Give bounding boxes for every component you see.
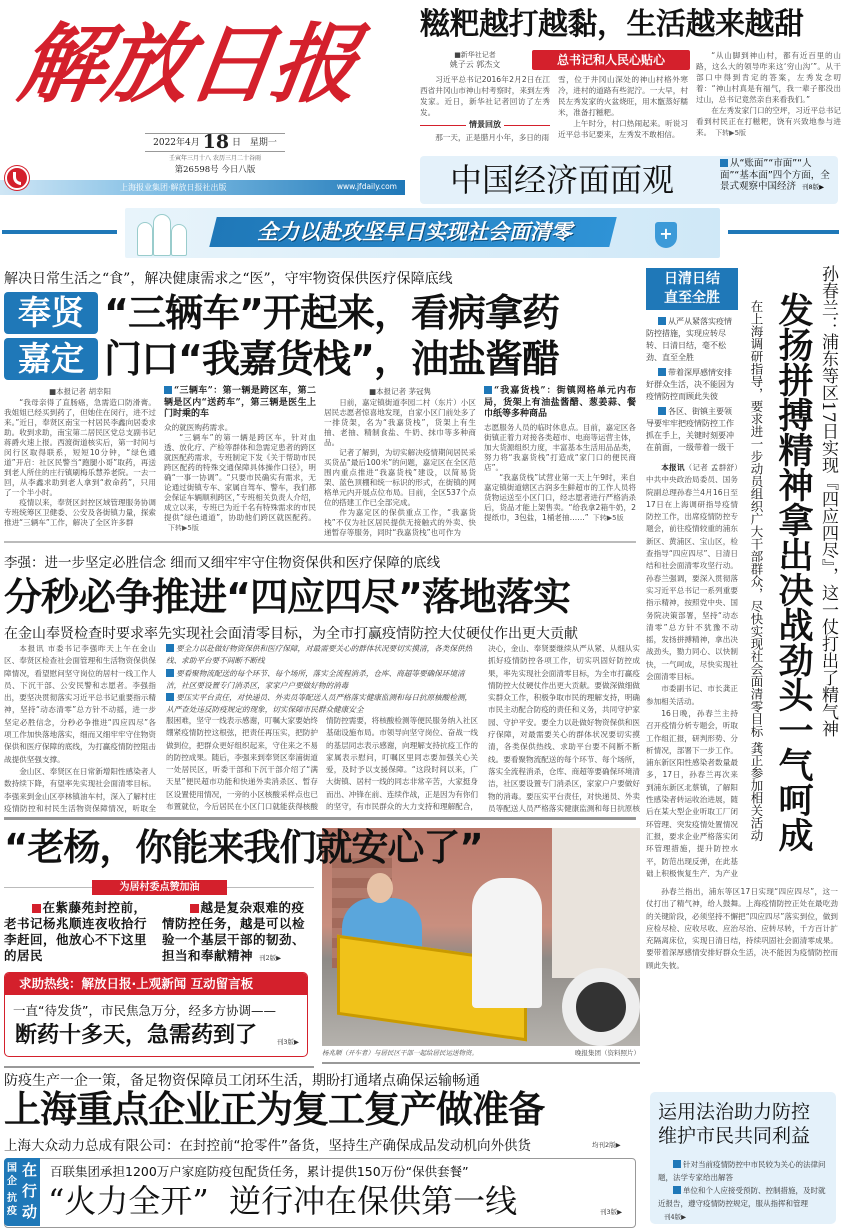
paragraph: 记者了解到，为切实解决疫情期间居民采买货品“最后100米”的问题，嘉定区在全区范围内重点推进“我嘉货栈”建设，以简易货架、蓝色顶棚和统一标识的形式，在街镇的网格单元内开展点位布局。目前，全区537个点位的搭建工作已全部完成。 xyxy=(324,448,476,507)
paragraph: 孙春兰指出，浦东等区17日实现“四应四尽”，这一仗打出了精气神，给人鼓舞。上海疫情防控正处在最吃劲的关键阶段，必须坚持不懈把“四应四尽”落实到位，做到应检尽检、应收尽收、应治尽治、应转尽转，千方百计扩充隔离床位，实现日清日结，持续巩固社会面清零成果。要带着深厚感情安排好群众生活，决不能因为疫情防控而顾此失彼。 xyxy=(646,887,838,970)
law-title-line: 维护市民共同利益 xyxy=(658,1125,811,1147)
divider xyxy=(4,541,636,543)
law-title-line: 运用法治助力防控 xyxy=(658,1101,811,1123)
tag-text: 国企 xyxy=(7,1163,17,1187)
paragraph: 志愿服务人员的临时休息点。目前，嘉定区各街镇正着力对接各类超市、电商等运营主体，加大货源组织力度，丰富基本生活用品品类，努力将“我嘉货栈”打造成“家门口的便民商店”。 xyxy=(484,422,636,472)
story3-point2 xyxy=(162,900,312,966)
hotline-box[interactable] xyxy=(4,972,308,1057)
story4-headline[interactable]: 上海重点企业正为复工复产做准备 xyxy=(4,1088,544,1131)
bullet-icon xyxy=(658,317,666,325)
community-banner-text: 为居村委点赞加油 xyxy=(92,880,227,895)
law-title xyxy=(658,1100,810,1148)
box-line: 日清日结 xyxy=(664,271,720,287)
bullet-icon xyxy=(164,386,172,394)
date-suffix: 日 xyxy=(231,138,241,148)
continue-link[interactable]: 刊3版▶ xyxy=(276,1038,299,1046)
lunar-date: 壬寅年三月十八 农历三月二十谷雨 xyxy=(169,155,261,162)
point-text: 在紫藤苑封控前，老书记杨兆顺连夜收拾行李赶回，他放心不下这里的居民 xyxy=(4,900,148,963)
right-headline[interactable]: 发扬拼搏精神拿出决战劲头一气呵成 xyxy=(773,292,813,852)
date-day: 18 xyxy=(202,131,230,153)
paragraph: 金山区、奉贤区在日常新增阳性感染者人数持续下降，有望率先实现社会面清零目标。李强来到金山区亭林镇油车村，深入了解村庄疫情防控和村民生活物资保障情况，听取全 xyxy=(4,766,156,813)
economy-box[interactable] xyxy=(420,156,838,204)
bullet-icon xyxy=(658,407,666,415)
story5-headline[interactable]: “火力全开” 逆行冲在保供第一线 xyxy=(48,1182,518,1220)
caption-text: 杨兆顺（开车者）与居民区干部一起给居民运送物资。 xyxy=(322,1049,478,1057)
story-li-qiang xyxy=(0,545,640,815)
story2-headline[interactable]: 分秒必争推进“四应四尽”落地落实 xyxy=(4,575,570,619)
bullet-icon xyxy=(673,1160,681,1168)
paragraph: 16日晚，孙春兰主持召开疫情分析专题会，听取工作组汇报，研判形势、分析情况，部署下一步工作。浦东新区阳性感染者数量最多，17日，孙春兰再次来到浦东新区北蔡镇，了解阳性感染者转运收治进展，随后在某大型企业听取工厂闭环管理、突发疫情处置情况汇报，要求企业严格落实闭环管理措施，提升防控水平，防范出现反弹，在此基础上积极恢复生产，为产业 xyxy=(646,708,738,877)
hotline-headline: 断药十多天，急需药到了 xyxy=(15,1022,258,1048)
bullet-icon xyxy=(673,1186,681,1194)
leader-banner-text: 总书记和人民心贴心 xyxy=(556,53,665,67)
bullet-icon xyxy=(658,368,666,376)
paragraph: 情防控需要，将核酸检测等便民服务纳入社区基础设施布局。市领导向坚守岗位、奋战一线的基层同志表示感谢，向理解支持抗疫工作的家属表示慰问，叮嘱区里同志要加强关心关爱，及时予以支援保障。“这段时间以来，广大街镇、居村一线的同志非常辛苦，大家挺身而出、冲锋在前、连续作战，正是因为有你们的坚守，有市民群众的大力支持和理解配合， xyxy=(326,716,478,812)
right-body-top xyxy=(646,462,738,877)
continue-link[interactable]: 刊2版▶ xyxy=(259,954,282,962)
leader-banner xyxy=(532,50,690,70)
paragraph: （记者 孟群舒）中共中央政治局委员、国务院副总理孙春兰4月16日至17日在上海调研指导疫情防控工作，出席疫情防控专题会，前往疫情较重的浦东新区、黄浦区、宝山区，检查指导“四应四尽”、日清日结和社会面清零攻坚行动。孙春兰强调，要深入贯彻落实习近平总书记一系列重要指示精神，按照党中央、国务院决策部署，坚持“动态清零”总方针不犹豫不动摇，发扬拼搏精神，拿出决战劲头，勠力同心、以快制快，一气呵成，尽快实现社会面清零目标。 xyxy=(646,463,738,682)
paragraph: “我母亲得了直肠癌，急需造口防滑膏。我姐姐已经买到药了，但她住在闵行，进不过来。”近日，奉贤区南宝一村居民李鑫向居委求助。收到求助，南宝第二居民区党总支副书记蒋爵火速上报。西渡街道核实后，第一时间与闵行区取得联系，短短10分钟，“绿色通道”开启：社区民警当“跑腿小哥”取药，再送到老人所住的庄行镇刷梅乐慧养老院。一去一回，从李鑫求助到老人拿到“救命药”，只用了一个半小时。 xyxy=(4,398,157,497)
hotline-kicker: 一直“待发货”，市民焦急万分，经多方协调—— xyxy=(13,1003,276,1018)
story2-point: 要全力以赴做好物资保供和医疗保障，对最需要关心的群体状况要切实摸清，各类保供热线、求助平台要不间断不断线 xyxy=(166,644,473,666)
top-col3b-paragraph xyxy=(696,105,841,139)
shield-icon: + xyxy=(655,222,677,248)
district-tag-fengxian: 奉贤 xyxy=(4,292,98,334)
masthead xyxy=(0,0,410,200)
soe-tag xyxy=(4,1158,40,1226)
paragraph: 本报讯 市委书记李强昨天上午在金山区、奉贤区检查社会面管理和生活物资保供保障情况，看望慰问坚守岗位的居村一线工作人员、下沉干部、公安民警和志愿者。李强指出，要坚决贯彻落实习近平总书记重要指示精神，坚持“动态清零”总方针不动摇，进一步坚定必胜信念，分秒必争推进“四应四尽”各项工作加快落地落实，细而又细牢牢守住物资保供和医疗保障的底线，为打赢疫情防控阻击战提供坚强支撑。 xyxy=(4,644,156,764)
right-point: 从严从紧落实疫情防控措施，实现应转尽转、日清日结，毫不松劲、直至全胜 xyxy=(646,317,732,362)
byline: ■本报记者 茅冠隽 xyxy=(369,387,431,396)
campaign-banner-text: 全力以赴攻坚早日实现社会面清零 xyxy=(257,220,572,244)
photo-caption xyxy=(322,1048,640,1057)
newspaper-emblem-icon xyxy=(5,166,29,190)
story2-point: 要压实平台责任，对快递员、外卖员等配送人员严格落实健康监测和每日抗原核酸检测，从严查处违反防疫规定的现象，切实保障市民群众健康安全 xyxy=(166,693,473,715)
byline: ■本报记者 胡幸阳 xyxy=(49,387,111,396)
byline-names: 姚子云 郭杰文 xyxy=(449,60,501,69)
story2-kicker: 李强：进一步坚定必胜信念 细而又细牢牢守住物资保供和医疗保障的底线 xyxy=(4,555,441,571)
top-headline[interactable]: 糍粑越打越黏，生活越来越甜 xyxy=(420,7,804,42)
story2-point: 要看聚物流配送的每个环节、每个场所，落实全流程消杀，仓库、商超等要确保环境清洁，社区要设置专门消杀区，家家户户要做好物的消毒 xyxy=(166,668,465,690)
divider xyxy=(4,1066,314,1068)
economy-more[interactable]: 刊8版▶ xyxy=(802,183,825,191)
paragraph-text: “我嘉货栈”试营业第一天上午9时，来自嘉定镇街道辖区古润多生鲜超市的工作人员将货物运送至小区门口，经志愿者进行严格消杀后，货品才能上架售卖。“给我拿2箱牛奶，2提纸巾，3包盐，1桶老抽……” xyxy=(484,472,636,522)
right-body-bottom xyxy=(646,886,838,1082)
economy-title: 中国经济面面观 xyxy=(450,161,675,199)
community-banner xyxy=(4,880,314,894)
byline-label: ■新华社记者 xyxy=(454,51,496,59)
photo-credit: 晚报集团（资料照片） xyxy=(575,1049,640,1057)
story-fengxian-jiading xyxy=(0,264,640,540)
top-col3: “从山脚到神山村，都有近百里的山路，这么大的领导咋来这‘穷山沟’”。从干部口中得到肯定的答案，左秀发念叨着：“神山村真是有福气，我一辈子都没出过山，总书记竟然亲自来看我们。” xyxy=(696,51,841,104)
website-link[interactable]: www.jfdaily.com xyxy=(336,182,397,191)
continue-link[interactable]: 刊4版▶ xyxy=(664,1213,687,1221)
story1-headline2[interactable]: 门口“我嘉货栈”，油盐酱醋 xyxy=(104,337,559,381)
story4-subhead: 上海大众动力总成有限公司：在封控前“抢零件”备货，坚持生产确保成品发动机向外供货 xyxy=(4,1138,531,1154)
publisher: 上海报业集团·解放日报社出版 xyxy=(120,183,227,192)
point-text: 越是复杂艰难的疫情防控任务，越是可以检验一个基层干部的韧劲、担当和奉献精神 xyxy=(162,900,306,963)
paragraph xyxy=(164,433,316,533)
story1-lead: “我嘉货栈”：街镇网格单元内布局，货架上有油盐酱醋、葱姜蒜、餐巾纸等多种商品 xyxy=(484,386,636,419)
top-col1b: 那一天，正是腊月小年，多日的雨 xyxy=(435,133,550,142)
paragraph xyxy=(484,473,636,523)
continue-link[interactable]: 下转▶5版 xyxy=(168,523,199,532)
tag-text: 行 xyxy=(22,1182,38,1200)
campaign-banner xyxy=(0,208,841,258)
continue-link[interactable]: 刊3版▶ xyxy=(600,1208,623,1216)
dateline: 本报讯 xyxy=(661,463,685,472)
paragraph: 日前，嘉定镇街道李园二村（东片）小区居民志愿者惊喜地发现，自家小区门前处多了一排货架，名为“我嘉货栈”，货架上有生抽、老抽、精制食盐、牛奶、抹巾等多种商品。 xyxy=(324,398,476,447)
continue-link[interactable]: 下转▶5版 xyxy=(715,129,747,137)
date-year-month: 2022年4月 xyxy=(153,138,200,148)
publisher-bar xyxy=(0,180,405,195)
bullet-icon xyxy=(166,669,174,677)
issue-number: 第26598号 今日八版 xyxy=(174,165,256,175)
top-col2: 雪，位于井冈山深处的神山村格外寒冷，进村的道路有些泥泞。一大早，村民左秀发家的火盆烧旺，用木甑蒸好糯米，准备打糍粑。 xyxy=(558,75,688,117)
masthead-logo: 解放日报 xyxy=(12,14,364,115)
story4-kicker: 防疫生产一企一策，备足物资保障员工闭环生活，期盼打通堵点确保运输畅通 xyxy=(4,1073,480,1089)
right-subhead: 在上海调研指导，要求进一步动员组织广大干部群众，尽快实现社会面清零目标 龚正参加相关活动 xyxy=(749,300,764,842)
story2-subhead: 在金山奉贤检查时要求率先实现社会面清零目标，为全市打赢疫情防控大仗硬仗作出更大贡献 xyxy=(4,626,578,642)
bullet-icon xyxy=(166,693,174,701)
top-col3b: 在左秀发家门口的空坪，习近平总书记看到村民正在打糍粑，饶有兴致地参与进来。 xyxy=(696,106,841,137)
bullet-icon xyxy=(190,904,199,913)
bullet-icon xyxy=(166,644,174,652)
tag-text: 在 xyxy=(22,1161,38,1179)
economy-desc: 从“账面”“市面”“人面”“基本面”四个方面，全景式观察中国经济 xyxy=(720,158,830,192)
story3-headline[interactable]: “老杨，你能来我们就安心了” xyxy=(4,826,483,869)
paragraph-text: “三辆车”的第一辆是跨区车，针对血透、放化疗、产检等群体和急需定患者的跨区就医配药需求，专班制定下发《关于帮助市民跨区配药的特殊交通保障具体操作口径》，明确“一事一协调”。“只要市民确实有需求，无论通过街镇专车、家属自驾车、警车，我们都会保证车辆顺利跨区，”专班相关负责人介绍，成立以来，专班已为近千名有特殊需求的市民提供“绿色通道”，协助他们跨区就医配药。 xyxy=(164,432,317,522)
top-col1: 习近平总书记2016年2月2日在江西省井冈山市神山村考察时，来到左秀发家。近日，新华社记者回访了左秀发。 xyxy=(420,75,550,117)
daily-clear-box xyxy=(646,268,738,310)
top-story xyxy=(420,50,841,154)
law-point: 单位和个人应接受预防、控制措施，及时就近报告，遵守疫情防控规定，服从指挥和管理 xyxy=(658,1186,826,1208)
story5-kicker: 百联集团承担1200万户家庭防疫包配货任务，累计提供150万份“保供套餐” xyxy=(50,1164,469,1179)
medical-workers-illustration xyxy=(135,212,195,256)
story1-headline1[interactable]: “三辆车”开起来，看病拿药 xyxy=(104,291,559,335)
paragraph: 作为嘉定区的保供重点工作，“我嘉货栈”不仅为社区居民提供无接触式的外卖、快递暂存等服务，同时“我嘉货栈”也可作为 xyxy=(324,508,476,537)
divider xyxy=(4,817,636,820)
top-col2b: 上午时分，村口热闹起来。听说习近平总书记要来，左秀发不敢相信。 xyxy=(558,119,688,139)
law-box[interactable] xyxy=(650,1092,836,1224)
section-label: 情景回放 xyxy=(469,120,501,129)
weekday: 星期一 xyxy=(249,138,277,148)
tag-text: 抗疫 xyxy=(7,1193,17,1217)
divider xyxy=(322,1062,640,1064)
hotline-banner: 求助热线：解放日报·上观新闻 互动留言板 xyxy=(5,973,307,995)
box-line: 直至全胜 xyxy=(664,290,720,306)
tag-text: 动 xyxy=(22,1203,38,1221)
paragraph: 众的就医购药需求。 xyxy=(164,422,233,432)
continue-link[interactable]: 均刊2版▶ xyxy=(592,1141,621,1149)
bullet-icon xyxy=(720,159,728,167)
right-kicker: 孙春兰：浦东等区17日实现『四应四尽』，这一仗打出了精气神 xyxy=(818,265,838,738)
bullet-icon xyxy=(484,386,492,394)
district-tag-jiading: 嘉定 xyxy=(4,338,98,380)
right-point: 各区、街镇主要领导要牢牢把疫情防控工作抓在手上，关键时刻要冲在前面，一级带着一级干 xyxy=(646,407,734,452)
law-point: 针对当前疫情防控中市民较为关心的法律问题，法学专家给出解答 xyxy=(658,1160,826,1182)
continue-link[interactable]: 下转▶5版 xyxy=(592,513,624,522)
paragraph: 决心，金山、奉贤要继续从严从紧、从细从实抓好疫情防控各项工作，切实巩固好防控成果，率先实现社会面清零目标，为全市打赢疫情防控大仗硬仗作出更大贡献。要做深做细做实群众工作，积极争取市民的理解支持，明确市民主动配合防疫的责任和义务，共同守护家园、守护平安。要全力以赴做好物资保供和医疗保障，对最需要关心的群体状况要切实摸清，各类保供热线、求助平台要不间断不断线。要看聚物流配送的每个环节、每个场所，落实全流程消杀，仓库、商超等要确保环境清洁，社区要设置专门消杀区，家家户户要做好物的消毒。要压实平台责任，对快递员、外卖员等配送人员严格落实健康监测和每日抗原核 xyxy=(488,644,640,813)
story1-lead: “三辆车”：第一辆是跨区车，第二辆是区内“送药车”，第三辆是医生上门时乘的车 xyxy=(164,386,316,419)
bullet-icon xyxy=(32,904,41,913)
right-point: 带着深厚感情安排好群众生活，决不能因为疫情防控而顾此失彼 xyxy=(646,368,734,401)
paragraph: 疫情以来，奉贤区封控区域管理服务协调专班统筹区卫健委、公安及各街镇力量，探索推进“三辆车”工作，解决了全区许多群 xyxy=(4,498,156,527)
story3-point1 xyxy=(4,900,152,964)
story1-kicker: 解决日常生活之“食”，解决健康需求之“医”，守牢物资保供医疗保障底线 xyxy=(4,271,453,287)
paragraph: 市委副书记、市长龚正参加相关活动。 xyxy=(646,684,738,706)
date-block xyxy=(145,133,285,175)
paragraph: 服困难，坚守一线表示感谢，叮嘱大家要始终绷紧疫情防控这根弦，把责任再压实，把防护做到位，把群众更好组织起来，守住来之不易的防控成果。随后，李强来到奉贤区奉浦街道一处居民区，听委干部和下沉干部介绍了“满天星”便民超市功能和快递外卖消杀区、暂存区设置使用情况，一旁的小区核酸采样点也已布置就位，今后居民在小区门口就能获得核酸 xyxy=(166,716,318,812)
